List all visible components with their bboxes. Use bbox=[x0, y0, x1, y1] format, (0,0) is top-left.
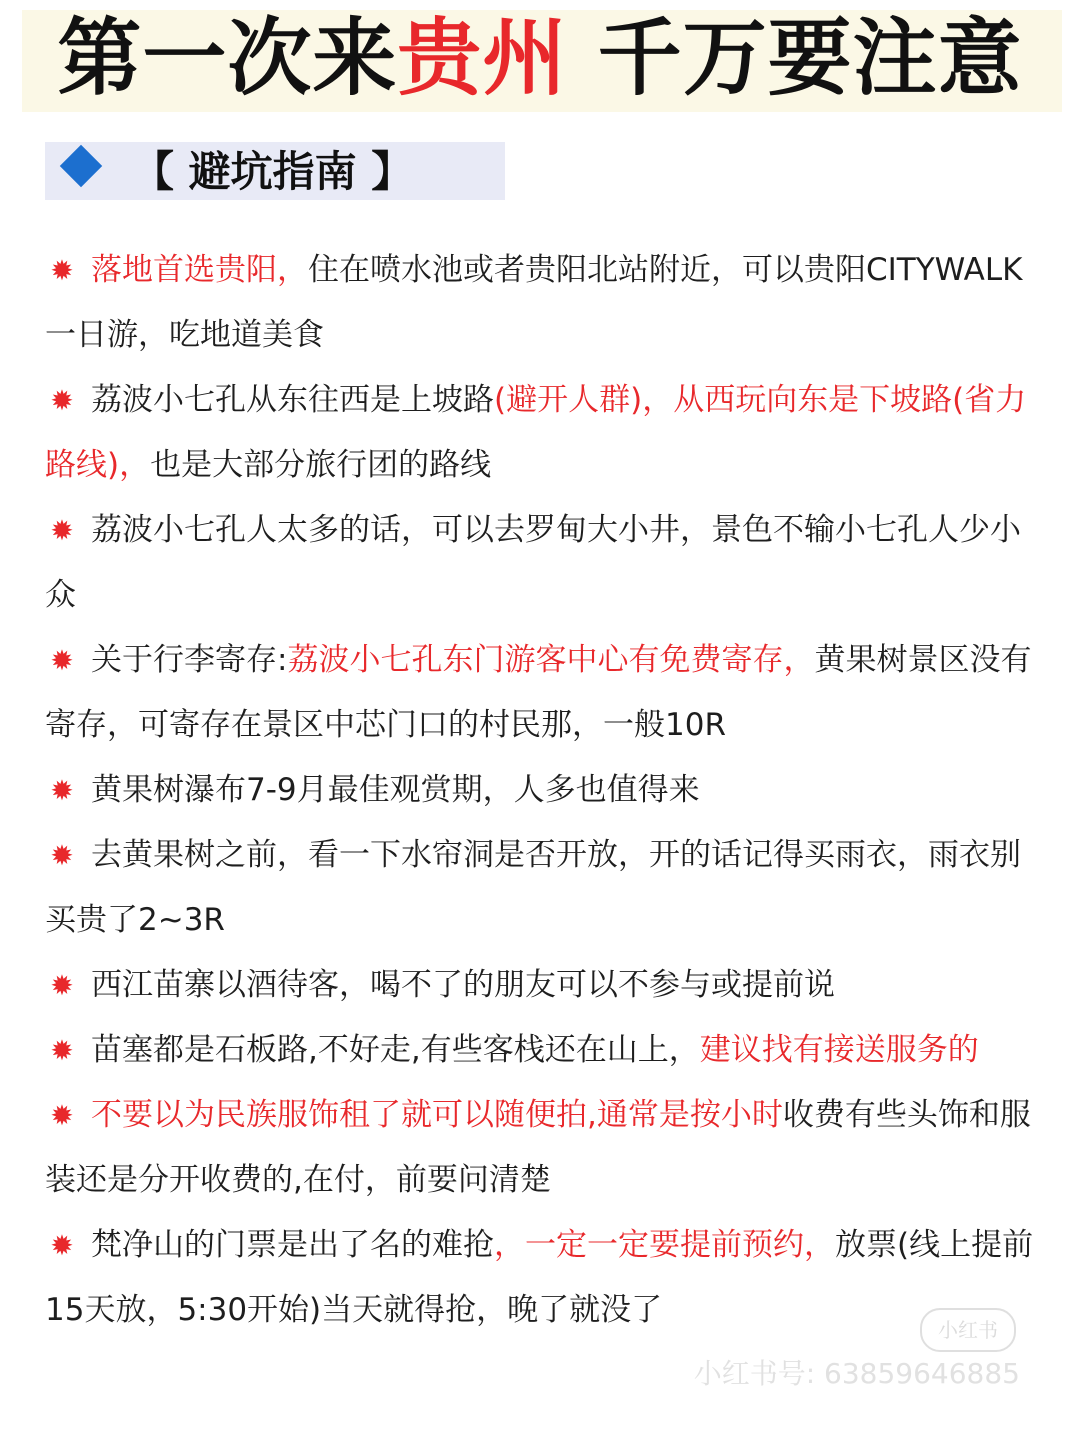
title-highlight: 贵州 bbox=[397, 9, 568, 107]
highlight-text: 荔波小七孔东门游客中心有免费寄存， bbox=[287, 642, 815, 678]
highlight-text: 不要以为民族服饰租了就可以随便拍,通常是按小时 bbox=[91, 1097, 783, 1133]
tip-item bbox=[45, 758, 1035, 823]
tip-item bbox=[45, 1083, 1035, 1213]
highlight-text: 落地首选贵阳， bbox=[91, 252, 308, 288]
tip-text: 荔波小七孔人太多的话，可以去罗甸大小井，景色不输小七孔人少小众 bbox=[45, 512, 1021, 613]
red-burst-icon: ✹ bbox=[50, 1034, 74, 1067]
tip-item bbox=[45, 823, 1035, 953]
red-burst-icon: ✹ bbox=[50, 1229, 74, 1262]
tip-text: 关于行李寄存: bbox=[91, 642, 288, 678]
watermark-text: 小红书号: 63859646885 bbox=[693, 1357, 1020, 1390]
tip-text: 去黄果树之前，看一下水帘洞是否开放，开的话记得买雨衣，雨衣别买贵了2~3R bbox=[45, 837, 1021, 938]
tip-item bbox=[45, 1018, 1035, 1083]
watermark-logo: 小红书 bbox=[920, 1308, 1016, 1352]
tips-list bbox=[45, 238, 1035, 1343]
tip-text: 收费有些头饰和服装还是分开收费的,在付，前要问清楚 bbox=[45, 1097, 1031, 1198]
tip-text: 荔波小七孔从东往西是上坡路 bbox=[91, 382, 494, 418]
tip-item bbox=[45, 953, 1035, 1018]
highlight-text: (避开人群)，从西玩向东是下坡路(省力路线)， bbox=[45, 382, 1027, 483]
red-burst-icon: ✹ bbox=[50, 254, 74, 287]
highlight-text: 建议找有接送服务的 bbox=[699, 1032, 979, 1068]
tip-text: 黄果树瀑布7-9月最佳观赏期，人多也值得来 bbox=[91, 772, 700, 808]
section-heading: 【 避坑指南 】 bbox=[132, 147, 414, 196]
title-part1: 第一次来 bbox=[57, 9, 398, 107]
tip-text: 放票(线上提前15天放，5:30开始)当天就得抢，晚了就没了 bbox=[45, 1227, 1034, 1328]
red-burst-icon: ✹ bbox=[50, 839, 74, 872]
red-burst-icon: ✹ bbox=[50, 384, 74, 417]
tip-text: 梵净山的门票是出了名的难抢 bbox=[91, 1227, 494, 1263]
red-burst-icon: ✹ bbox=[50, 1099, 74, 1132]
tip-text: 也是大部分旅行团的路线 bbox=[150, 447, 492, 483]
tip-text: 黄果树景区没有寄存，可寄存在景区中芯门口的村民那，一般10R bbox=[45, 642, 1032, 743]
highlight-text: ，一定一定要提前预约， bbox=[494, 1227, 835, 1263]
tip-item bbox=[45, 628, 1035, 758]
tip-text: 西江苗寨以酒待客，喝不了的朋友可以不参与或提前说 bbox=[91, 967, 835, 1003]
tip-item bbox=[45, 1213, 1035, 1343]
page-title bbox=[0, 8, 1080, 108]
tip-item bbox=[45, 368, 1035, 498]
tip-text: 住在喷水池或者贵阳北站附近，可以贵阳CITYWALK一日游，吃地道美食 bbox=[45, 252, 1023, 353]
red-burst-icon: ✹ bbox=[50, 774, 74, 807]
red-burst-icon: ✹ bbox=[50, 644, 74, 677]
tip-item bbox=[45, 498, 1035, 628]
tip-item bbox=[45, 238, 1035, 368]
red-burst-icon: ✹ bbox=[50, 969, 74, 1002]
red-burst-icon: ✹ bbox=[50, 514, 74, 547]
title-part2: 千万要注意 bbox=[567, 9, 1023, 107]
tip-text: 苗塞都是石板路,不好走,有些客栈还在山上， bbox=[91, 1032, 700, 1068]
